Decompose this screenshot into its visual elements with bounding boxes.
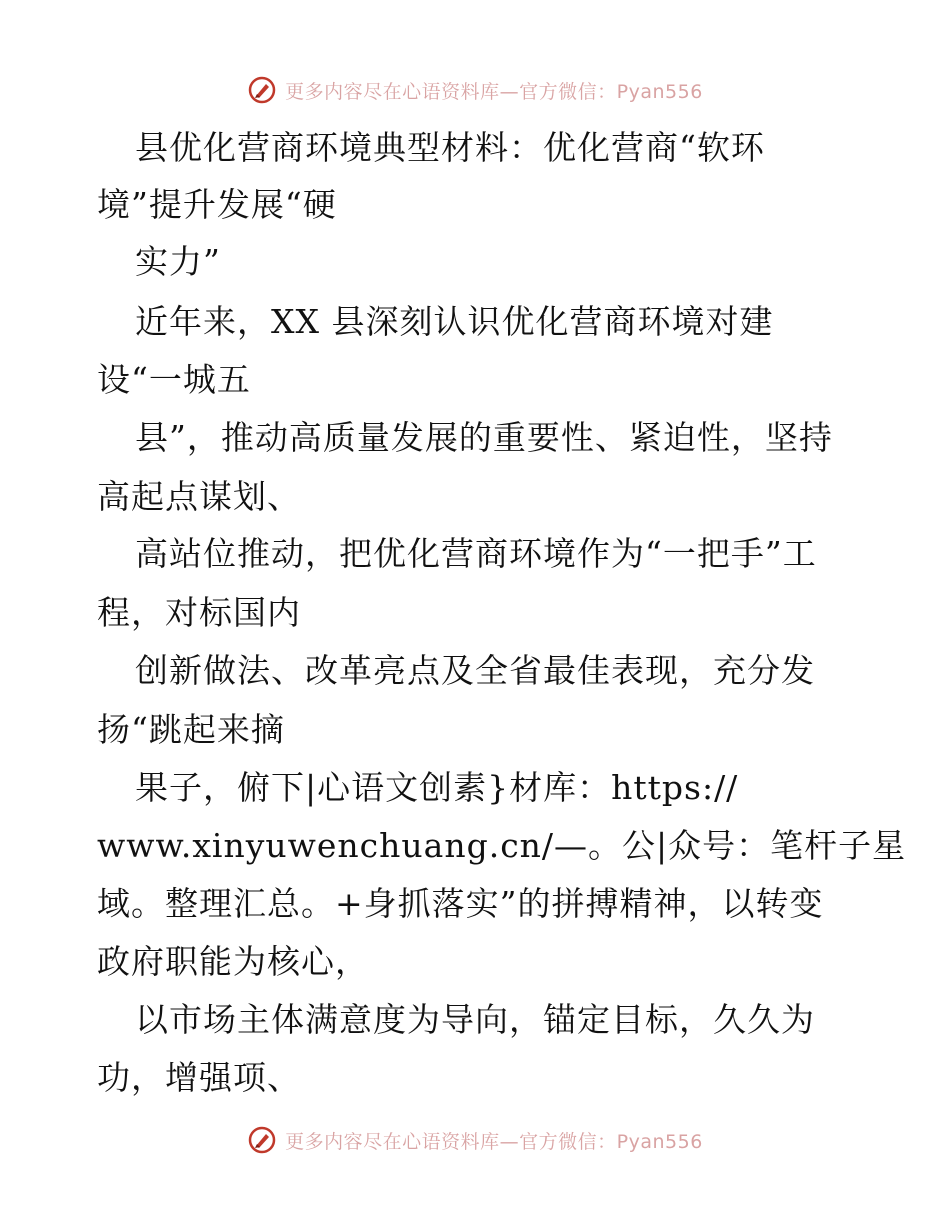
body-line: 高起点谋划、: [97, 477, 301, 516]
footer-watermark-text: 更多内容尽在心语资料库—官方微信：Pyan556: [285, 1130, 703, 1153]
body-line: 果子，俯下|心语文创素}材库：https://: [135, 768, 739, 807]
pen-logo-icon: [247, 1125, 277, 1155]
body-line: 县”，推动高质量发展的重要性、紧迫性，坚持: [135, 418, 833, 457]
body-line: 功，增强项、: [97, 1058, 301, 1097]
body-line: 设“一城五: [97, 360, 251, 399]
body-line: www.xinyuwenchuang.cn/—。公|众号：笔杆子星: [97, 826, 907, 865]
body-line: 以市场主体满意度为导向，锚定目标，久久为: [135, 1000, 815, 1039]
body-line: 近年来，XX 县深刻认识优化营商环境对建: [135, 302, 774, 341]
body-line: 扬“跳起来摘: [97, 710, 285, 749]
body-line: 实力”: [135, 242, 221, 281]
body-line: 境”提升发展“硬: [97, 185, 337, 224]
body-line: 政府职能为核心，: [97, 942, 369, 981]
body-line: 创新做法、改革亮点及全省最佳表现，充分发: [135, 651, 815, 690]
body-line: 域。整理汇总。+身抓落实”的拼搏精神，以转变: [97, 884, 824, 923]
body-line: 程，对标国内: [97, 593, 301, 632]
footer-watermark: [0, 1120, 950, 1160]
header-watermark-text: 更多内容尽在心语资料库—官方微信：Pyan556: [285, 80, 703, 103]
pen-logo-icon: [247, 75, 277, 105]
body-line: 高站位推动，把优化营商环境作为“一把手”工: [135, 534, 817, 573]
header-watermark: [0, 70, 950, 110]
body-line: 县优化营商环境典型材料：优化营商“软环: [135, 128, 765, 167]
